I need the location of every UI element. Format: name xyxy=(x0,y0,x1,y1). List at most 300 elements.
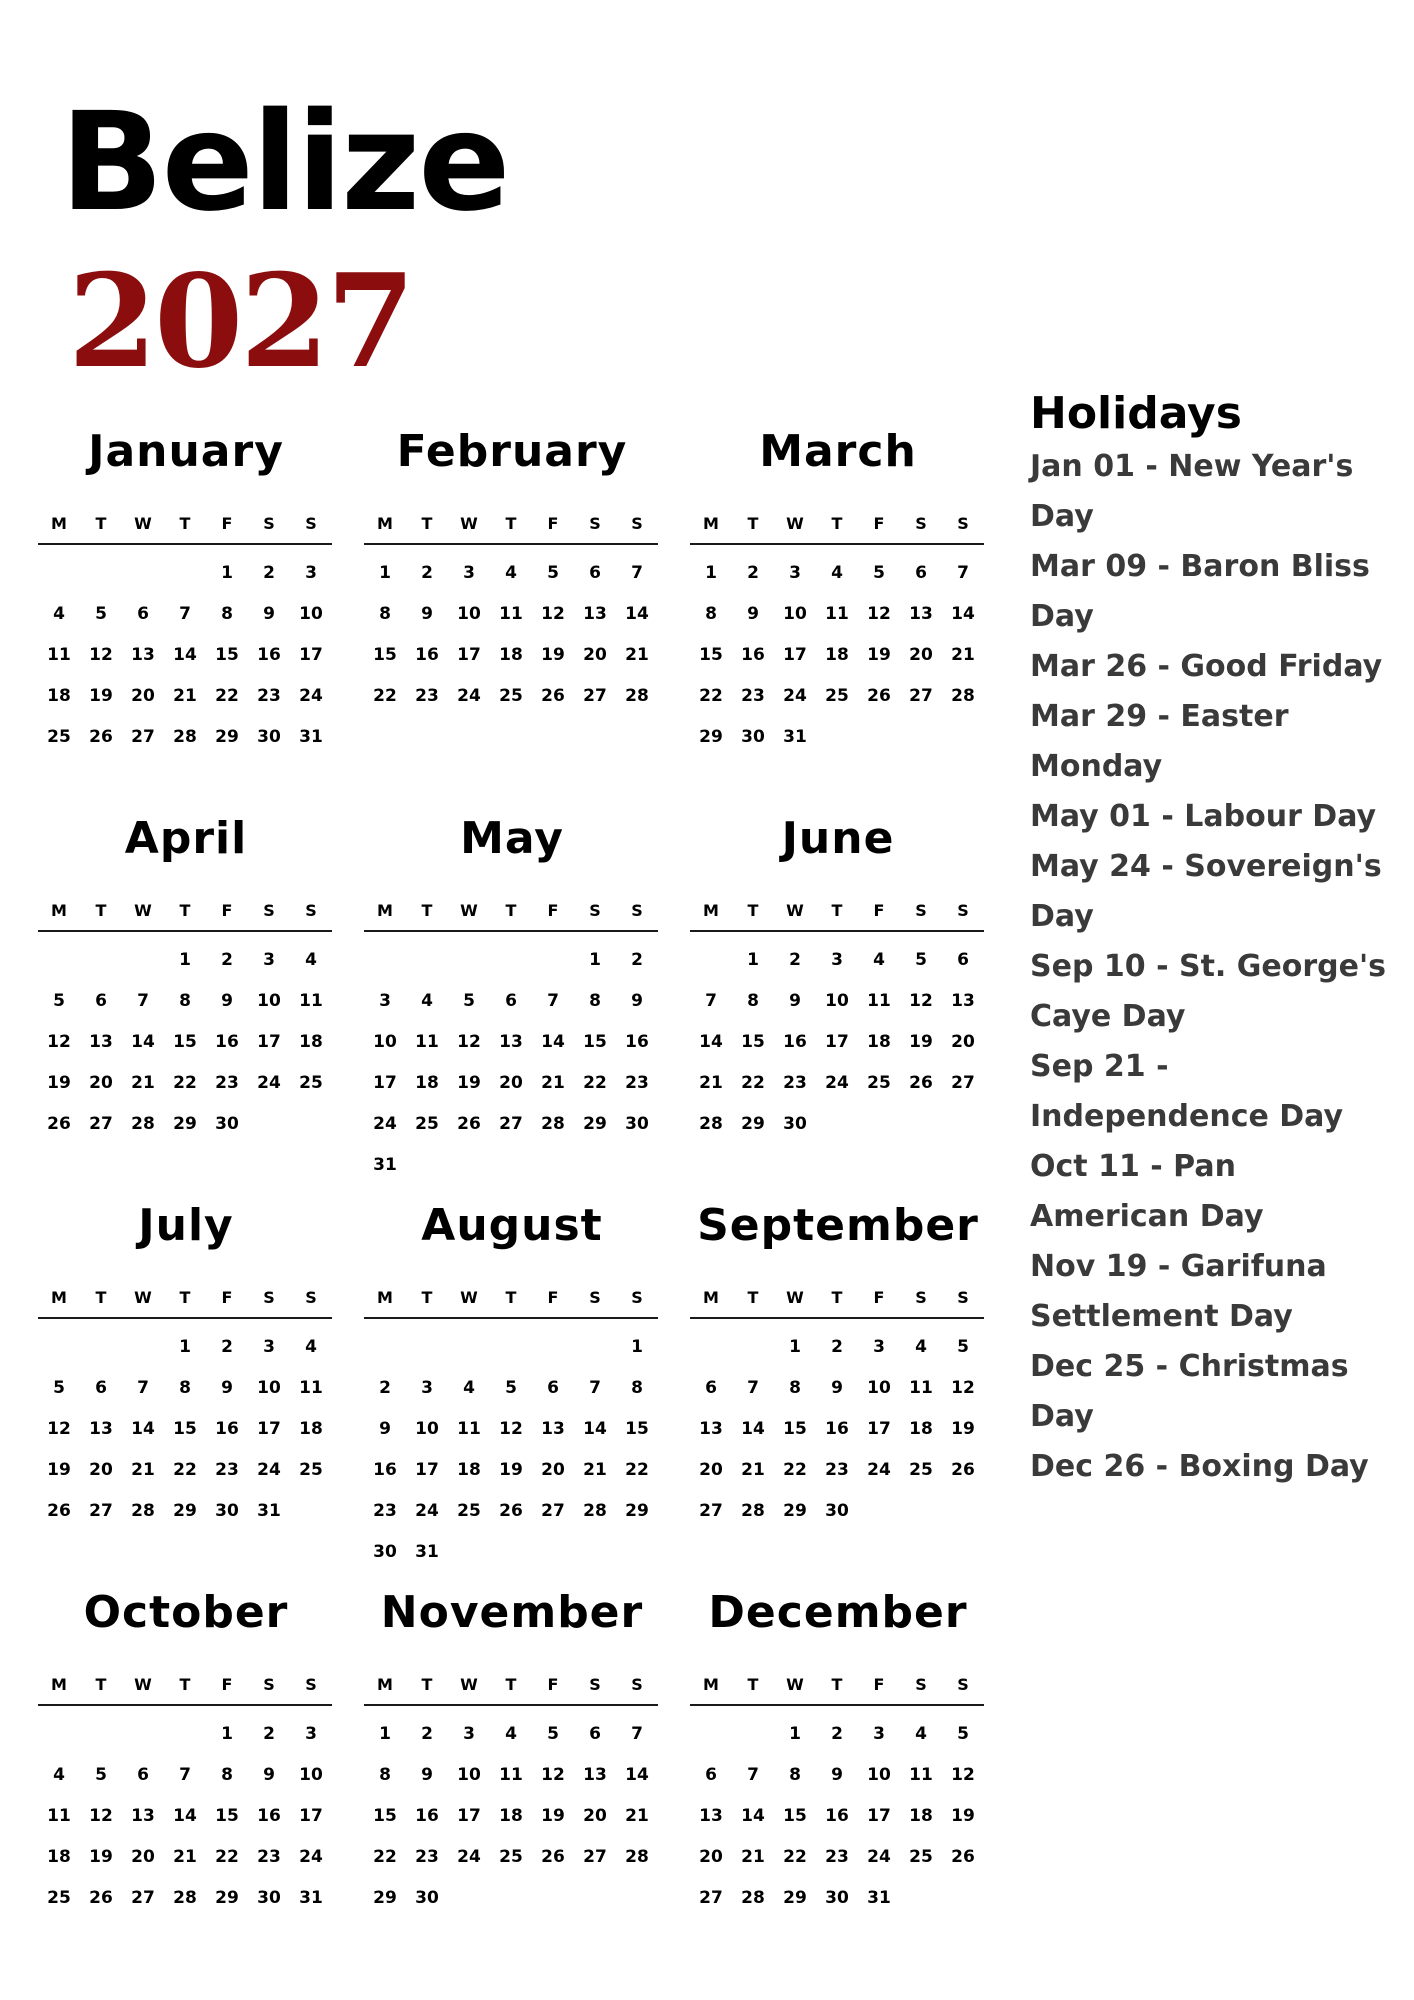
weekday-label: T xyxy=(179,514,191,533)
day-cell: 23 xyxy=(257,1847,281,1867)
day-cell: 6 xyxy=(547,1378,559,1398)
day-cell: 20 xyxy=(89,1460,113,1480)
day-empty xyxy=(690,1327,732,1368)
month-name: November xyxy=(380,1587,644,1638)
day-cell: 15 xyxy=(373,645,397,665)
day-cell: 24 xyxy=(457,1847,481,1867)
day-empty xyxy=(406,1327,448,1368)
day-cell: 10 xyxy=(457,604,481,624)
day-cell: 8 xyxy=(221,604,233,624)
day-cell: 21 xyxy=(741,1460,765,1480)
weekday-label: S xyxy=(589,1675,601,1694)
holiday-item: Sep 10 - St. George's Caye Day xyxy=(1030,949,1386,1034)
weekday-label: T xyxy=(179,901,191,920)
day-cell: 20 xyxy=(131,686,155,706)
day-cell: 22 xyxy=(625,1460,649,1480)
weekday-header xyxy=(364,1675,658,1706)
day-cell: 30 xyxy=(825,1501,849,1521)
weekday-header xyxy=(364,1288,658,1319)
day-cell: 3 xyxy=(463,563,475,583)
day-cell: 12 xyxy=(951,1765,975,1785)
day-cell: 15 xyxy=(173,1032,197,1052)
weekday-header xyxy=(38,1288,332,1319)
day-cell: 16 xyxy=(257,645,281,665)
day-cell: 26 xyxy=(47,1114,71,1134)
holidays-title: Holidays xyxy=(1030,388,1242,439)
day-cell: 20 xyxy=(541,1460,565,1480)
day-cell: 16 xyxy=(415,645,439,665)
day-cell: 11 xyxy=(499,604,523,624)
day-cell: 12 xyxy=(499,1419,523,1439)
month-june xyxy=(690,813,1016,1204)
day-cell: 27 xyxy=(89,1501,113,1521)
month-name: April xyxy=(124,813,248,864)
day-cell: 11 xyxy=(299,991,323,1011)
day-cell: 10 xyxy=(867,1765,891,1785)
day-cell: 9 xyxy=(831,1378,843,1398)
day-cell: 26 xyxy=(457,1114,481,1134)
weekday-label: S xyxy=(305,1288,317,1307)
day-cell: 11 xyxy=(825,604,849,624)
day-cell: 20 xyxy=(89,1073,113,1093)
day-cell: 2 xyxy=(831,1337,843,1357)
day-grid xyxy=(690,940,984,1145)
day-cell: 10 xyxy=(867,1378,891,1398)
day-cell: 9 xyxy=(421,1765,433,1785)
day-cell: 13 xyxy=(89,1032,113,1052)
day-cell: 28 xyxy=(583,1501,607,1521)
day-cell: 8 xyxy=(705,604,717,624)
day-cell: 21 xyxy=(699,1073,723,1093)
day-cell: 27 xyxy=(583,1847,607,1867)
day-cell: 13 xyxy=(131,645,155,665)
day-cell: 1 xyxy=(747,950,759,970)
month-may xyxy=(364,813,690,1204)
weekday-label: M xyxy=(377,901,393,920)
day-cell: 9 xyxy=(789,991,801,1011)
day-cell: 7 xyxy=(589,1378,601,1398)
day-cell: 5 xyxy=(95,604,107,624)
day-cell: 19 xyxy=(457,1073,481,1093)
day-empty xyxy=(448,940,490,981)
day-cell: 15 xyxy=(625,1419,649,1439)
weekday-label: T xyxy=(831,1675,843,1694)
day-cell: 16 xyxy=(215,1419,239,1439)
weekday-label: S xyxy=(915,901,927,920)
weekday-header xyxy=(690,901,984,932)
holiday-item: Nov 19 - Garifuna Settlement Day xyxy=(1030,1249,1327,1334)
day-cell: 22 xyxy=(373,686,397,706)
day-cell: 15 xyxy=(699,645,723,665)
weekday-label: F xyxy=(221,1288,233,1307)
day-cell: 30 xyxy=(625,1114,649,1134)
day-cell: 19 xyxy=(909,1032,933,1052)
day-cell: 29 xyxy=(783,1888,807,1908)
month-november xyxy=(364,1587,690,1978)
day-cell: 17 xyxy=(783,645,807,665)
day-cell: 17 xyxy=(457,1806,481,1826)
day-empty xyxy=(122,940,164,981)
day-cell: 19 xyxy=(47,1460,71,1480)
day-cell: 4 xyxy=(915,1724,927,1744)
day-cell: 25 xyxy=(299,1460,323,1480)
weekday-label: S xyxy=(957,1675,969,1694)
day-cell: 9 xyxy=(221,991,233,1011)
day-cell: 5 xyxy=(505,1378,517,1398)
day-empty xyxy=(574,1327,616,1368)
day-cell: 11 xyxy=(47,1806,71,1826)
day-cell: 12 xyxy=(89,645,113,665)
day-cell: 11 xyxy=(867,991,891,1011)
day-cell: 8 xyxy=(379,1765,391,1785)
day-cell: 1 xyxy=(221,563,233,583)
weekday-label: S xyxy=(631,901,643,920)
day-cell: 1 xyxy=(589,950,601,970)
day-cell: 28 xyxy=(173,1888,197,1908)
month-october xyxy=(38,1587,364,1978)
day-cell: 25 xyxy=(825,686,849,706)
day-cell: 6 xyxy=(915,563,927,583)
day-cell: 29 xyxy=(373,1888,397,1908)
day-cell: 14 xyxy=(741,1419,765,1439)
day-cell: 29 xyxy=(583,1114,607,1134)
day-cell: 18 xyxy=(867,1032,891,1052)
day-cell: 10 xyxy=(373,1032,397,1052)
day-cell: 11 xyxy=(457,1419,481,1439)
day-cell: 10 xyxy=(257,1378,281,1398)
day-cell: 9 xyxy=(831,1765,843,1785)
weekday-label: S xyxy=(915,514,927,533)
day-cell: 20 xyxy=(583,1806,607,1826)
day-empty xyxy=(80,940,122,981)
day-cell: 28 xyxy=(173,727,197,747)
weekday-label: S xyxy=(631,1288,643,1307)
day-cell: 22 xyxy=(583,1073,607,1093)
day-cell: 2 xyxy=(221,950,233,970)
day-cell: 12 xyxy=(867,604,891,624)
weekday-label: S xyxy=(305,1675,317,1694)
day-cell: 6 xyxy=(95,991,107,1011)
day-cell: 22 xyxy=(783,1460,807,1480)
day-cell: 15 xyxy=(373,1806,397,1826)
day-cell: 21 xyxy=(625,1806,649,1826)
day-cell: 20 xyxy=(699,1460,723,1480)
day-cell: 25 xyxy=(499,686,523,706)
holiday-item: May 24 - Sovereign's Day xyxy=(1030,849,1382,934)
day-cell: 17 xyxy=(257,1419,281,1439)
day-cell: 10 xyxy=(457,1765,481,1785)
day-cell: 18 xyxy=(499,1806,523,1826)
day-cell: 25 xyxy=(415,1114,439,1134)
weekday-label: F xyxy=(221,514,233,533)
day-empty xyxy=(164,1714,206,1755)
day-empty xyxy=(164,553,206,594)
day-cell: 16 xyxy=(741,645,765,665)
day-cell: 6 xyxy=(589,563,601,583)
weekday-label: W xyxy=(460,1288,478,1307)
day-cell: 6 xyxy=(589,1724,601,1744)
day-cell: 25 xyxy=(499,1847,523,1867)
day-cell: 30 xyxy=(783,1114,807,1134)
weekday-label: M xyxy=(377,1288,393,1307)
day-cell: 7 xyxy=(747,1378,759,1398)
weekday-label: W xyxy=(134,1675,152,1694)
day-cell: 23 xyxy=(825,1847,849,1867)
day-cell: 23 xyxy=(825,1460,849,1480)
weekday-label: S xyxy=(915,1288,927,1307)
weekday-header xyxy=(38,514,332,545)
day-cell: 16 xyxy=(373,1460,397,1480)
day-cell: 25 xyxy=(457,1501,481,1521)
day-cell: 19 xyxy=(89,686,113,706)
weekday-label: M xyxy=(703,1675,719,1694)
day-cell: 18 xyxy=(47,686,71,706)
day-empty xyxy=(38,1714,80,1755)
day-cell: 12 xyxy=(541,1765,565,1785)
day-cell: 29 xyxy=(173,1501,197,1521)
day-cell: 8 xyxy=(379,604,391,624)
day-cell: 14 xyxy=(173,645,197,665)
day-empty xyxy=(690,940,732,981)
day-cell: 26 xyxy=(951,1460,975,1480)
day-cell: 9 xyxy=(421,604,433,624)
day-cell: 30 xyxy=(373,1542,397,1562)
day-cell: 11 xyxy=(47,645,71,665)
day-cell: 21 xyxy=(583,1460,607,1480)
day-cell: 6 xyxy=(505,991,517,1011)
day-empty xyxy=(364,940,406,981)
day-cell: 24 xyxy=(299,686,323,706)
day-cell: 16 xyxy=(825,1419,849,1439)
day-cell: 5 xyxy=(547,1724,559,1744)
weekday-label: M xyxy=(377,514,393,533)
weekday-label: F xyxy=(873,1675,885,1694)
day-cell: 18 xyxy=(47,1847,71,1867)
day-cell: 8 xyxy=(631,1378,643,1398)
day-cell: 4 xyxy=(53,604,65,624)
day-cell: 28 xyxy=(625,686,649,706)
weekday-label: S xyxy=(957,1288,969,1307)
weekday-label: S xyxy=(305,901,317,920)
day-cell: 17 xyxy=(373,1073,397,1093)
day-cell: 2 xyxy=(263,1724,275,1744)
day-cell: 27 xyxy=(131,727,155,747)
day-cell: 12 xyxy=(47,1032,71,1052)
weekday-label: W xyxy=(460,514,478,533)
day-cell: 2 xyxy=(831,1724,843,1744)
day-cell: 15 xyxy=(741,1032,765,1052)
day-cell: 4 xyxy=(505,1724,517,1744)
day-cell: 31 xyxy=(373,1155,397,1175)
day-empty xyxy=(122,553,164,594)
weekday-header xyxy=(690,1675,984,1706)
day-cell: 29 xyxy=(173,1114,197,1134)
day-cell: 23 xyxy=(625,1073,649,1093)
holiday-item: Mar 26 - Good Friday xyxy=(1030,649,1383,684)
day-cell: 27 xyxy=(909,686,933,706)
weekday-header xyxy=(364,901,658,932)
day-empty xyxy=(532,1327,574,1368)
holiday-item: Mar 29 - Easter Monday xyxy=(1030,699,1289,784)
weekday-label: W xyxy=(786,1675,804,1694)
month-name: February xyxy=(396,426,628,477)
holiday-item: Jan 01 - New Year's Day xyxy=(1030,449,1354,534)
day-cell: 10 xyxy=(299,604,323,624)
weekday-label: M xyxy=(703,514,719,533)
day-cell: 27 xyxy=(131,1888,155,1908)
weekday-label: T xyxy=(95,901,107,920)
weekday-label: M xyxy=(51,1675,67,1694)
month-name: January xyxy=(88,426,284,477)
day-cell: 31 xyxy=(257,1501,281,1521)
day-empty xyxy=(38,553,80,594)
months-grid xyxy=(38,426,998,1978)
day-cell: 16 xyxy=(215,1032,239,1052)
day-cell: 26 xyxy=(541,1847,565,1867)
day-cell: 28 xyxy=(625,1847,649,1867)
weekday-label: F xyxy=(547,901,559,920)
day-cell: 15 xyxy=(783,1419,807,1439)
day-cell: 17 xyxy=(257,1032,281,1052)
day-cell: 12 xyxy=(909,991,933,1011)
day-cell: 12 xyxy=(89,1806,113,1826)
day-cell: 24 xyxy=(415,1501,439,1521)
day-cell: 14 xyxy=(699,1032,723,1052)
weekday-label: W xyxy=(134,901,152,920)
day-cell: 18 xyxy=(415,1073,439,1093)
day-cell: 22 xyxy=(373,1847,397,1867)
day-cell: 8 xyxy=(221,1765,233,1785)
day-cell: 19 xyxy=(47,1073,71,1093)
month-name: June xyxy=(781,813,895,864)
day-cell: 15 xyxy=(783,1806,807,1826)
weekday-label: S xyxy=(263,1288,275,1307)
day-cell: 30 xyxy=(215,1114,239,1134)
day-cell: 24 xyxy=(825,1073,849,1093)
weekday-label: T xyxy=(831,901,843,920)
day-empty xyxy=(38,1327,80,1368)
day-cell: 24 xyxy=(867,1847,891,1867)
day-grid xyxy=(364,940,658,1186)
day-cell: 6 xyxy=(137,604,149,624)
day-cell: 11 xyxy=(909,1765,933,1785)
day-cell: 4 xyxy=(831,563,843,583)
weekday-label: F xyxy=(547,514,559,533)
day-cell: 13 xyxy=(909,604,933,624)
month-name: August xyxy=(421,1200,603,1251)
day-cell: 14 xyxy=(741,1806,765,1826)
weekday-label: M xyxy=(51,1288,67,1307)
day-cell: 6 xyxy=(957,950,969,970)
day-cell: 2 xyxy=(379,1378,391,1398)
weekday-label: M xyxy=(51,514,67,533)
day-cell: 25 xyxy=(867,1073,891,1093)
day-cell: 20 xyxy=(699,1847,723,1867)
weekday-label: T xyxy=(831,514,843,533)
holiday-item: May 01 - Labour Day xyxy=(1030,799,1377,834)
day-cell: 19 xyxy=(951,1419,975,1439)
day-cell: 1 xyxy=(705,563,717,583)
day-cell: 15 xyxy=(173,1419,197,1439)
day-cell: 1 xyxy=(221,1724,233,1744)
day-cell: 7 xyxy=(705,991,717,1011)
day-cell: 25 xyxy=(299,1073,323,1093)
weekday-label: T xyxy=(747,1675,759,1694)
day-cell: 18 xyxy=(299,1032,323,1052)
day-cell: 5 xyxy=(53,991,65,1011)
day-cell: 20 xyxy=(131,1847,155,1867)
day-cell: 13 xyxy=(583,604,607,624)
holiday-item: Mar 09 - Baron Bliss Day xyxy=(1030,549,1370,634)
day-cell: 10 xyxy=(415,1419,439,1439)
day-cell: 6 xyxy=(705,1378,717,1398)
day-cell: 26 xyxy=(89,727,113,747)
day-cell: 14 xyxy=(541,1032,565,1052)
day-cell: 9 xyxy=(379,1419,391,1439)
day-empty xyxy=(490,940,532,981)
day-cell: 16 xyxy=(825,1806,849,1826)
day-cell: 17 xyxy=(299,645,323,665)
day-cell: 19 xyxy=(951,1806,975,1826)
day-cell: 9 xyxy=(263,1765,275,1785)
day-cell: 7 xyxy=(547,991,559,1011)
day-cell: 27 xyxy=(699,1501,723,1521)
weekday-label: T xyxy=(421,514,433,533)
month-name: October xyxy=(83,1587,289,1638)
day-cell: 24 xyxy=(257,1073,281,1093)
day-cell: 11 xyxy=(299,1378,323,1398)
day-cell: 13 xyxy=(89,1419,113,1439)
day-cell: 7 xyxy=(957,563,969,583)
country-title: Belize xyxy=(60,84,509,242)
day-cell: 31 xyxy=(867,1888,891,1908)
holidays-panel xyxy=(1030,388,1400,1492)
day-cell: 17 xyxy=(825,1032,849,1052)
day-cell: 23 xyxy=(215,1073,239,1093)
day-cell: 5 xyxy=(53,1378,65,1398)
day-cell: 1 xyxy=(379,563,391,583)
day-cell: 6 xyxy=(95,1378,107,1398)
day-cell: 18 xyxy=(299,1419,323,1439)
day-empty xyxy=(38,940,80,981)
weekday-label: T xyxy=(179,1288,191,1307)
day-grid xyxy=(38,553,332,758)
day-cell: 29 xyxy=(215,1888,239,1908)
weekday-label: S xyxy=(589,514,601,533)
day-cell: 30 xyxy=(741,727,765,747)
day-cell: 22 xyxy=(215,1847,239,1867)
month-name: July xyxy=(138,1200,234,1251)
day-cell: 19 xyxy=(541,1806,565,1826)
day-cell: 14 xyxy=(173,1806,197,1826)
day-cell: 5 xyxy=(957,1724,969,1744)
day-cell: 26 xyxy=(541,686,565,706)
day-cell: 5 xyxy=(915,950,927,970)
day-cell: 23 xyxy=(415,686,439,706)
day-cell: 24 xyxy=(373,1114,397,1134)
day-cell: 14 xyxy=(625,1765,649,1785)
day-cell: 27 xyxy=(951,1073,975,1093)
day-cell: 3 xyxy=(305,1724,317,1744)
day-cell: 15 xyxy=(215,645,239,665)
day-cell: 5 xyxy=(463,991,475,1011)
day-cell: 7 xyxy=(179,1765,191,1785)
weekday-label: S xyxy=(589,1288,601,1307)
day-cell: 1 xyxy=(179,1337,191,1357)
day-cell: 23 xyxy=(257,686,281,706)
weekday-label: S xyxy=(305,514,317,533)
weekday-label: F xyxy=(547,1288,559,1307)
